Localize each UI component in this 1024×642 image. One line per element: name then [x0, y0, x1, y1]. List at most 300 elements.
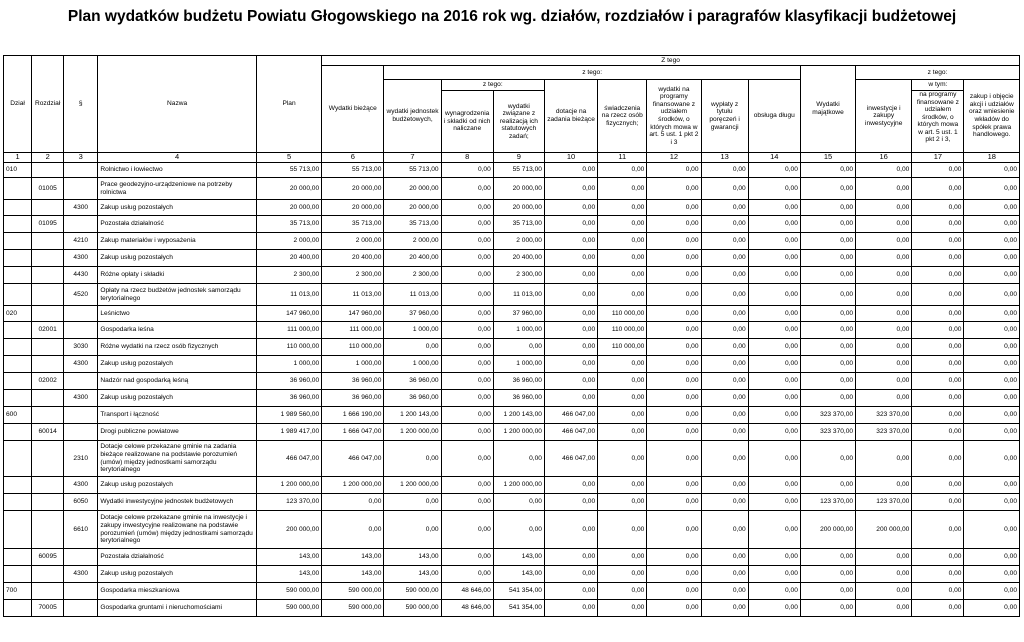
cell-rozdzial — [32, 200, 64, 216]
cell-value: 0,00 — [384, 441, 441, 477]
cell-paragraf: 6610 — [64, 511, 98, 549]
cell-value: 0,00 — [544, 356, 597, 373]
cell-value: 323 370,00 — [856, 424, 912, 441]
cell-rozdzial — [32, 583, 64, 600]
cell-value: 0,00 — [598, 494, 647, 511]
cell-value: 0,00 — [544, 390, 597, 407]
cell-paragraf: 4300 — [64, 250, 98, 267]
cell-rozdzial — [32, 566, 64, 583]
cell-nazwa: Prace geodezyjno-urządzeniowe na potrzeby rolnictwa — [98, 178, 257, 200]
cell-value: 0,00 — [748, 216, 800, 233]
cell-value: 0,00 — [748, 583, 800, 600]
cell-value: 0,00 — [800, 583, 855, 600]
cell-paragraf — [64, 407, 98, 424]
table-row — [4, 390, 1020, 407]
cell-value: 590 000,00 — [322, 600, 384, 617]
cell-value: 541 354,00 — [493, 600, 544, 617]
cell-value: 48 646,00 — [441, 583, 493, 600]
cell-dzial — [4, 356, 32, 373]
cell-value: 143,00 — [322, 566, 384, 583]
table-row — [4, 356, 1020, 373]
cell-value: 0,00 — [964, 233, 1020, 250]
cell-value: 0,00 — [964, 216, 1020, 233]
cell-value: 0,00 — [701, 306, 748, 322]
cell-value: 0,00 — [441, 441, 493, 477]
cell-value: 0,00 — [964, 339, 1020, 356]
header-wynagrodzenia: wynagrodzenia i składki od nich naliczane — [441, 91, 493, 153]
cell-value: 0,00 — [800, 390, 855, 407]
cell-value: 1 000,00 — [322, 356, 384, 373]
cell-paragraf: 4300 — [64, 356, 98, 373]
cell-value: 0,00 — [544, 284, 597, 306]
cell-rozdzial — [32, 356, 64, 373]
cell-value: 0,00 — [544, 600, 597, 617]
cell-value: 0,00 — [800, 250, 855, 267]
cell-value: 0,00 — [856, 267, 912, 284]
cell-value: 11 013,00 — [493, 284, 544, 306]
cell-value: 0,00 — [701, 216, 748, 233]
cell-value: 143,00 — [256, 549, 321, 566]
cell-value: 0,00 — [964, 583, 1020, 600]
cell-value: 0,00 — [441, 250, 493, 267]
cell-value: 0,00 — [800, 233, 855, 250]
cell-dzial — [4, 441, 32, 477]
cell-value: 0,00 — [856, 250, 912, 267]
cell-value: 0,00 — [912, 424, 964, 441]
cell-value: 1 200 000,00 — [493, 477, 544, 494]
cell-value: 0,00 — [912, 250, 964, 267]
cell-value: 35 713,00 — [256, 216, 321, 233]
table-row — [4, 511, 1020, 549]
cell-value: 1 200 000,00 — [322, 477, 384, 494]
cell-nazwa: Pozostała działalność — [98, 549, 257, 566]
table-row — [4, 339, 1020, 356]
cell-value: 0,00 — [647, 163, 701, 178]
cell-value: 0,00 — [598, 583, 647, 600]
cell-value: 0,00 — [856, 339, 912, 356]
table-row — [4, 267, 1020, 284]
cell-value: 0,00 — [912, 233, 964, 250]
column-number: 7 — [384, 153, 441, 163]
cell-value: 0,00 — [441, 267, 493, 284]
cell-value: 1 666 047,00 — [322, 424, 384, 441]
cell-value: 2 000,00 — [493, 233, 544, 250]
cell-value: 0,00 — [800, 284, 855, 306]
cell-value: 55 713,00 — [256, 163, 321, 178]
cell-value: 0,00 — [856, 583, 912, 600]
cell-value: 0,00 — [598, 549, 647, 566]
cell-value: 0,00 — [856, 306, 912, 322]
cell-nazwa: Rolnictwo i łowiectwo — [98, 163, 257, 178]
cell-dzial — [4, 566, 32, 583]
cell-value: 2 300,00 — [256, 267, 321, 284]
cell-value: 0,00 — [748, 549, 800, 566]
cell-value: 0,00 — [800, 200, 855, 216]
cell-value: 110 000,00 — [256, 339, 321, 356]
cell-dzial — [4, 477, 32, 494]
cell-value: 0,00 — [598, 390, 647, 407]
cell-value: 1 000,00 — [493, 356, 544, 373]
column-number: 13 — [701, 153, 748, 163]
cell-rozdzial: 02001 — [32, 322, 64, 339]
cell-paragraf — [64, 583, 98, 600]
cell-dzial: 600 — [4, 407, 32, 424]
cell-value: 0,00 — [598, 284, 647, 306]
cell-value: 0,00 — [964, 549, 1020, 566]
header-wydatki-jednostek: wydatki jednostek budżetowych, — [384, 80, 441, 153]
cell-value: 0,00 — [441, 424, 493, 441]
cell-value: 0,00 — [856, 284, 912, 306]
cell-value: 1 989 417,00 — [256, 424, 321, 441]
cell-value: 0,00 — [544, 163, 597, 178]
header-wyplaty: wypłaty z tytułu poręczeń i gwarancji — [701, 80, 748, 153]
cell-value: 0,00 — [748, 306, 800, 322]
cell-paragraf: 4210 — [64, 233, 98, 250]
cell-value: 143,00 — [384, 566, 441, 583]
cell-value: 0,00 — [748, 163, 800, 178]
cell-value: 0,00 — [748, 566, 800, 583]
cell-value: 1 200 000,00 — [384, 477, 441, 494]
cell-value: 0,00 — [912, 441, 964, 477]
cell-value: 0,00 — [856, 356, 912, 373]
cell-nazwa: Zakup usług pozostałych — [98, 250, 257, 267]
cell-value: 0,00 — [800, 322, 855, 339]
cell-value: 0,00 — [493, 511, 544, 549]
cell-dzial — [4, 373, 32, 390]
table-row — [4, 477, 1020, 494]
column-number: 14 — [748, 153, 800, 163]
cell-value: 0,00 — [701, 339, 748, 356]
cell-value: 0,00 — [441, 322, 493, 339]
cell-value: 0,00 — [441, 407, 493, 424]
cell-value: 0,00 — [544, 494, 597, 511]
cell-value: 0,00 — [647, 424, 701, 441]
cell-dzial — [4, 549, 32, 566]
cell-value: 0,00 — [544, 200, 597, 216]
cell-value: 0,00 — [800, 306, 855, 322]
cell-value: 20 000,00 — [384, 200, 441, 216]
cell-rozdzial: 01095 — [32, 216, 64, 233]
cell-value: 20 000,00 — [256, 200, 321, 216]
cell-value: 0,00 — [964, 356, 1020, 373]
cell-value: 0,00 — [441, 566, 493, 583]
cell-value: 1 000,00 — [384, 322, 441, 339]
cell-value: 0,00 — [647, 216, 701, 233]
cell-value: 20 400,00 — [493, 250, 544, 267]
budget-table — [3, 55, 1020, 617]
cell-value: 0,00 — [912, 566, 964, 583]
cell-value: 0,00 — [544, 549, 597, 566]
cell-value: 110 000,00 — [598, 322, 647, 339]
cell-rozdzial — [32, 511, 64, 549]
table-row — [4, 407, 1020, 424]
header-dzial: Dział — [4, 56, 32, 153]
cell-value: 0,00 — [701, 356, 748, 373]
table-row — [4, 163, 1020, 178]
header-plan: Plan — [256, 56, 321, 153]
cell-value: 0,00 — [441, 200, 493, 216]
cell-value: 0,00 — [322, 494, 384, 511]
column-number: 12 — [647, 153, 701, 163]
cell-value: 0,00 — [964, 267, 1020, 284]
cell-value: 0,00 — [384, 494, 441, 511]
cell-dzial — [4, 339, 32, 356]
cell-value: 0,00 — [912, 339, 964, 356]
table-row — [4, 250, 1020, 267]
cell-value: 0,00 — [647, 583, 701, 600]
cell-value: 0,00 — [701, 441, 748, 477]
cell-value: 0,00 — [964, 284, 1020, 306]
cell-value: 0,00 — [441, 233, 493, 250]
cell-value: 0,00 — [800, 549, 855, 566]
cell-value: 0,00 — [647, 600, 701, 617]
cell-value: 0,00 — [598, 511, 647, 549]
cell-value: 0,00 — [800, 267, 855, 284]
cell-value: 0,00 — [748, 373, 800, 390]
cell-dzial — [4, 511, 32, 549]
cell-value: 0,00 — [598, 477, 647, 494]
cell-value: 36 960,00 — [384, 390, 441, 407]
cell-value: 0,00 — [701, 407, 748, 424]
cell-value: 0,00 — [647, 549, 701, 566]
cell-value: 200 000,00 — [800, 511, 855, 549]
cell-value: 0,00 — [748, 407, 800, 424]
cell-rozdzial: 70005 — [32, 600, 64, 617]
cell-value: 0,00 — [912, 494, 964, 511]
cell-value: 0,00 — [647, 407, 701, 424]
cell-nazwa: Zakup usług pozostałych — [98, 566, 257, 583]
cell-value: 0,00 — [544, 233, 597, 250]
header-dotacje: dotacje na zadania bieżące — [544, 80, 597, 153]
cell-value: 0,00 — [544, 339, 597, 356]
cell-value: 0,00 — [701, 163, 748, 178]
cell-paragraf — [64, 322, 98, 339]
cell-value: 0,00 — [912, 549, 964, 566]
cell-value: 0,00 — [856, 178, 912, 200]
cell-paragraf: 2310 — [64, 441, 98, 477]
cell-dzial — [4, 322, 32, 339]
cell-value: 20 400,00 — [256, 250, 321, 267]
cell-value: 2 300,00 — [384, 267, 441, 284]
table-row — [4, 216, 1020, 233]
cell-value: 0,00 — [748, 267, 800, 284]
cell-value: 0,00 — [598, 600, 647, 617]
cell-value: 110 000,00 — [598, 339, 647, 356]
cell-dzial: 020 — [4, 306, 32, 322]
cell-value: 0,00 — [912, 163, 964, 178]
cell-value: 0,00 — [748, 600, 800, 617]
cell-value: 143,00 — [322, 549, 384, 566]
cell-value: 2 300,00 — [322, 267, 384, 284]
cell-value: 143,00 — [384, 549, 441, 566]
cell-dzial — [4, 233, 32, 250]
cell-value: 0,00 — [544, 306, 597, 322]
table-row — [4, 306, 1020, 322]
cell-value: 200 000,00 — [856, 511, 912, 549]
cell-value: 0,00 — [912, 407, 964, 424]
cell-value: 11 013,00 — [256, 284, 321, 306]
cell-value: 36 960,00 — [322, 373, 384, 390]
header-obsluga-dlugu: obsługa długu — [748, 80, 800, 153]
cell-value: 55 713,00 — [384, 163, 441, 178]
cell-nazwa: Dotacje celowe przekazane gminie na zadania bieżące realizowane na podstawie porozumień (umów) między jednostkami samorządu terytorialnego — [98, 441, 257, 477]
cell-value: 0,00 — [701, 511, 748, 549]
cell-value: 0,00 — [964, 250, 1020, 267]
column-number: 11 — [598, 153, 647, 163]
cell-value: 0,00 — [598, 233, 647, 250]
cell-value: 20 000,00 — [384, 178, 441, 200]
cell-nazwa: Transport i łączność — [98, 407, 257, 424]
cell-value: 0,00 — [647, 306, 701, 322]
cell-value: 0,00 — [441, 163, 493, 178]
cell-value: 0,00 — [598, 407, 647, 424]
column-number: 8 — [441, 153, 493, 163]
column-number: 3 — [64, 153, 98, 163]
cell-value: 0,00 — [912, 267, 964, 284]
cell-value: 11 013,00 — [322, 284, 384, 306]
cell-paragraf: 4430 — [64, 267, 98, 284]
cell-paragraf: 4300 — [64, 477, 98, 494]
document-title: Plan wydatków budżetu Powiatu Głogowskiego na 2016 rok wg. działów, rozdziałów i paragrafów klasyfikacji budżetowej — [67, 8, 957, 25]
cell-value: 0,00 — [322, 511, 384, 549]
column-number: 5 — [256, 153, 321, 163]
cell-value: 0,00 — [964, 306, 1020, 322]
cell-nazwa: Leśnictwo — [98, 306, 257, 322]
table-row — [4, 284, 1020, 306]
header-zakup-akcji: zakup i objęcie akcji i udziałów oraz wniesienie wkładów do spółek prawa handlowego. — [964, 80, 1020, 153]
cell-value: 0,00 — [647, 178, 701, 200]
cell-value: 466 047,00 — [544, 407, 597, 424]
cell-value: 0,00 — [701, 566, 748, 583]
cell-value: 0,00 — [701, 549, 748, 566]
cell-value: 0,00 — [964, 600, 1020, 617]
cell-value: 541 354,00 — [493, 583, 544, 600]
cell-paragraf: 4300 — [64, 200, 98, 216]
cell-value: 0,00 — [441, 339, 493, 356]
cell-value: 0,00 — [598, 200, 647, 216]
cell-value: 0,00 — [912, 178, 964, 200]
cell-value: 0,00 — [912, 216, 964, 233]
cell-paragraf: 4300 — [64, 566, 98, 583]
cell-rozdzial: 02002 — [32, 373, 64, 390]
column-number: 10 — [544, 153, 597, 163]
cell-paragraf: 3030 — [64, 339, 98, 356]
cell-dzial — [4, 390, 32, 407]
cell-paragraf — [64, 373, 98, 390]
cell-value: 55 713,00 — [322, 163, 384, 178]
cell-value: 0,00 — [912, 322, 964, 339]
cell-value: 0,00 — [856, 477, 912, 494]
cell-value: 1 200 000,00 — [384, 424, 441, 441]
cell-paragraf — [64, 424, 98, 441]
cell-value: 1 000,00 — [384, 356, 441, 373]
cell-value: 0,00 — [701, 200, 748, 216]
cell-value: 0,00 — [800, 566, 855, 583]
cell-value: 0,00 — [441, 549, 493, 566]
table-row — [4, 600, 1020, 617]
cell-value: 1 200 143,00 — [384, 407, 441, 424]
cell-paragraf: 4520 — [64, 284, 98, 306]
cell-value: 2 000,00 — [322, 233, 384, 250]
cell-value: 1 200 000,00 — [256, 477, 321, 494]
cell-value: 0,00 — [912, 284, 964, 306]
cell-value: 48 646,00 — [441, 600, 493, 617]
cell-value: 0,00 — [748, 441, 800, 477]
cell-nazwa: Różne wydatki na rzecz osób fizycznych — [98, 339, 257, 356]
cell-value: 0,00 — [598, 373, 647, 390]
cell-value: 0,00 — [800, 356, 855, 373]
cell-value: 0,00 — [964, 163, 1020, 178]
cell-rozdzial — [32, 250, 64, 267]
cell-value: 0,00 — [598, 424, 647, 441]
header-wydatki-majatkowe: Wydatki majątkowe — [800, 66, 855, 153]
cell-dzial — [4, 424, 32, 441]
cell-rozdzial: 01005 — [32, 178, 64, 200]
cell-nazwa: Pozostała działalność — [98, 216, 257, 233]
cell-value: 36 960,00 — [256, 390, 321, 407]
cell-value: 0,00 — [701, 583, 748, 600]
cell-value: 0,00 — [701, 233, 748, 250]
column-number-row — [4, 153, 1020, 163]
cell-value: 0,00 — [748, 200, 800, 216]
header-rozdzial: Rozdział — [32, 56, 64, 153]
cell-value: 36 960,00 — [384, 373, 441, 390]
cell-value: 0,00 — [748, 424, 800, 441]
cell-value: 0,00 — [701, 250, 748, 267]
header-z-tego: Z tego — [322, 56, 1020, 66]
cell-value: 0,00 — [856, 200, 912, 216]
cell-value: 123 370,00 — [856, 494, 912, 511]
cell-value: 110 000,00 — [598, 306, 647, 322]
cell-value: 0,00 — [701, 390, 748, 407]
cell-value: 0,00 — [441, 216, 493, 233]
cell-value: 36 960,00 — [322, 390, 384, 407]
cell-value: 143,00 — [256, 566, 321, 583]
cell-value: 0,00 — [912, 200, 964, 216]
cell-value: 0,00 — [912, 306, 964, 322]
cell-value: 0,00 — [748, 511, 800, 549]
cell-value: 590 000,00 — [384, 583, 441, 600]
cell-value: 0,00 — [912, 356, 964, 373]
column-number: 17 — [912, 153, 964, 163]
cell-value: 0,00 — [800, 373, 855, 390]
cell-value: 0,00 — [441, 356, 493, 373]
cell-value: 0,00 — [964, 424, 1020, 441]
cell-value: 37 960,00 — [384, 306, 441, 322]
cell-value: 0,00 — [748, 339, 800, 356]
cell-value: 0,00 — [647, 233, 701, 250]
column-number: 9 — [493, 153, 544, 163]
header-inwestycje: inwestycje i zakupy inwestycyjne — [856, 80, 912, 153]
cell-dzial — [4, 178, 32, 200]
cell-dzial — [4, 494, 32, 511]
cell-value: 0,00 — [647, 511, 701, 549]
cell-value: 0,00 — [647, 494, 701, 511]
cell-value: 0,00 — [856, 549, 912, 566]
cell-nazwa: Drogi publiczne powiatowe — [98, 424, 257, 441]
cell-value: 0,00 — [912, 373, 964, 390]
cell-value: 123 370,00 — [256, 494, 321, 511]
cell-value: 1 989 560,00 — [256, 407, 321, 424]
cell-value: 0,00 — [598, 566, 647, 583]
cell-value: 0,00 — [800, 477, 855, 494]
cell-value: 0,00 — [701, 267, 748, 284]
cell-value: 466 047,00 — [544, 424, 597, 441]
cell-value: 0,00 — [964, 178, 1020, 200]
cell-nazwa: Zakup usług pozostałych — [98, 200, 257, 216]
cell-nazwa: Zakup usług pozostałych — [98, 356, 257, 373]
cell-value: 36 960,00 — [256, 373, 321, 390]
